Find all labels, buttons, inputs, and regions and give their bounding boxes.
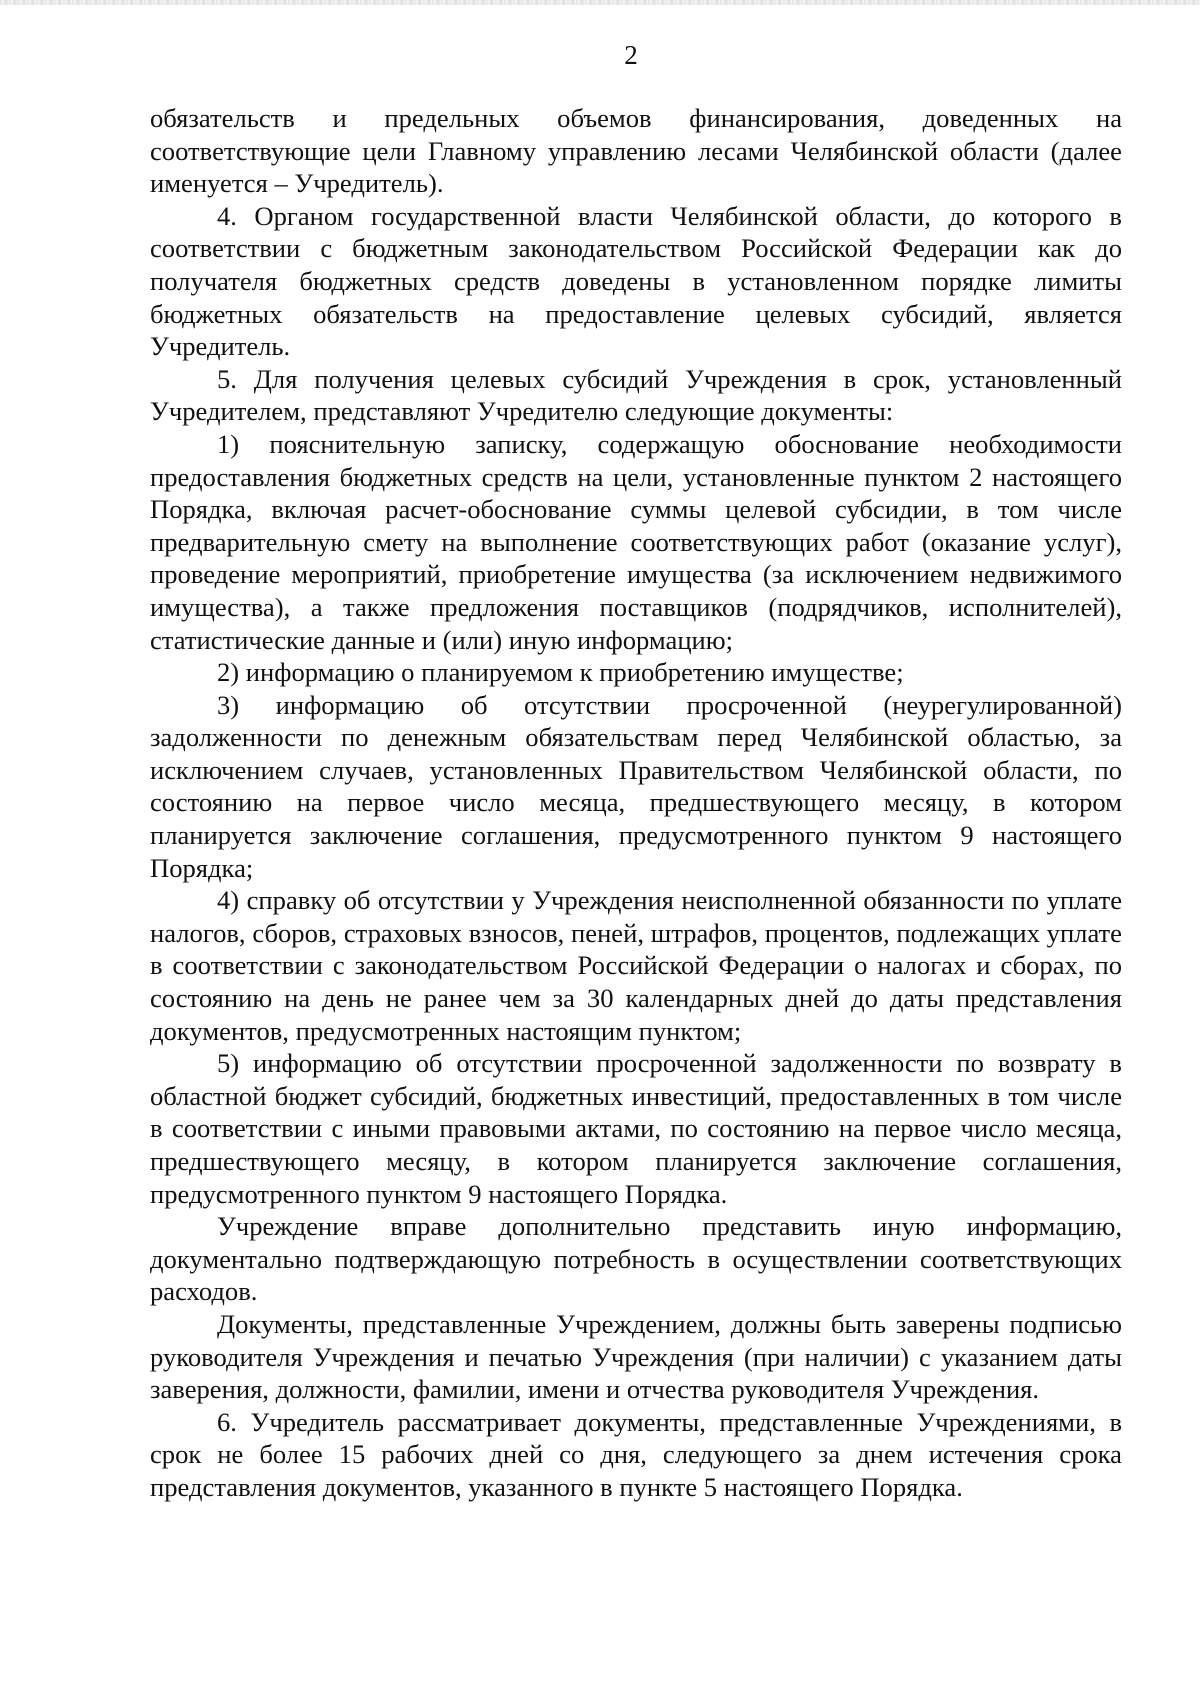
page-number: 2 bbox=[624, 40, 638, 70]
document-body bbox=[150, 102, 1122, 1504]
scan-edge bbox=[0, 0, 1200, 5]
paragraph: 6. Учредитель рассматривает документы, представленные Учреждениями, в срок не более 15 рабочих дней со дня, следующего за днем истечения срока представления документов, указанного в пункте 5 настоящего Порядка. bbox=[150, 1406, 1122, 1502]
paragraph: 1) пояснительную записку, содержащую обоснование необходимости предоставления бюджетных средств на цели, установленные пунктом 2 настоящего Порядка, включая расчет-обоснование суммы целевой субсидии, в том числе предварительную смету на выполнение соответствующих работ (оказание услуг), проведение мероприятий, приобретение имущества (за исключением недвижимого имущества), а также предложения поставщиков (подрядчиков, исполнителей), статистические данные и (или) иную информацию; bbox=[150, 428, 1122, 655]
paragraph: обязательств и предельных объемов финансирования, доведенных на соответствующие цели Главному управлению лесами Челябинской области (далее именуется – Учредитель). bbox=[150, 103, 1122, 199]
paragraph: 3) информацию об отсутствии просроченной (неурегулированной) задолженности по денежным обязательствам перед Челябинской областью, за исключением случаев, установленных Правительством Челябинской области, по состоянию на первое число месяца, предшествующего месяцу, в котором планируется заключение соглашения, предусмотренного пунктом 9 настоящего Порядка; bbox=[150, 689, 1122, 883]
paragraph: 2) информацию о планируемом к приобретению имуществе; bbox=[217, 657, 904, 688]
paragraph: Учреждение вправе дополнительно представить иную информацию, документально подтверждающую потребность в осуществлении соответствующих расходов. bbox=[150, 1211, 1122, 1307]
paragraph: 5. Для получения целевых субсидий Учреждения в срок, установленный Учредителем, представляют Учредителю следующие документы: bbox=[150, 363, 1122, 427]
paragraph: 4) справку об отсутствии у Учреждения неисполненной обязанности по уплате налогов, сборов, страховых взносов, пеней, штрафов, процентов, подлежащих уплате в соответствии с законодательством Российской Федерации о налогах и сборах, по состоянию на день не ранее чем за 30 календарных дней до даты представления документов, предусмотренных настоящим пунктом; bbox=[150, 885, 1122, 1046]
paragraph: 5) информацию об отсутствии просроченной задолженности по возврату в областной бюджет субсидий, бюджетных инвестиций, предоставленных в том числе в соответствии с иными правовыми актами, по состоянию на первое число месяца, предшествующего месяцу, в котором планируется заключение соглашения, предусмотренного пунктом 9 настоящего Порядка. bbox=[150, 1048, 1122, 1209]
paragraph: Документы, представленные Учреждением, должны быть заверены подписью руководителя Учреждения и печатью Учреждения (при наличии) с указанием даты заверения, должности, фамилии, имени и отчества руководителя Учреждения. bbox=[150, 1308, 1122, 1405]
paragraph: 4. Органом государственной власти Челябинской области, до которого в соответствии с бюджетным законодательством Российской Федерации как до получателя бюджетных средств доведены в установленном порядке лимиты бюджетных обязательств на предоставление целевых субсидий, является Учредитель. bbox=[150, 200, 1122, 362]
